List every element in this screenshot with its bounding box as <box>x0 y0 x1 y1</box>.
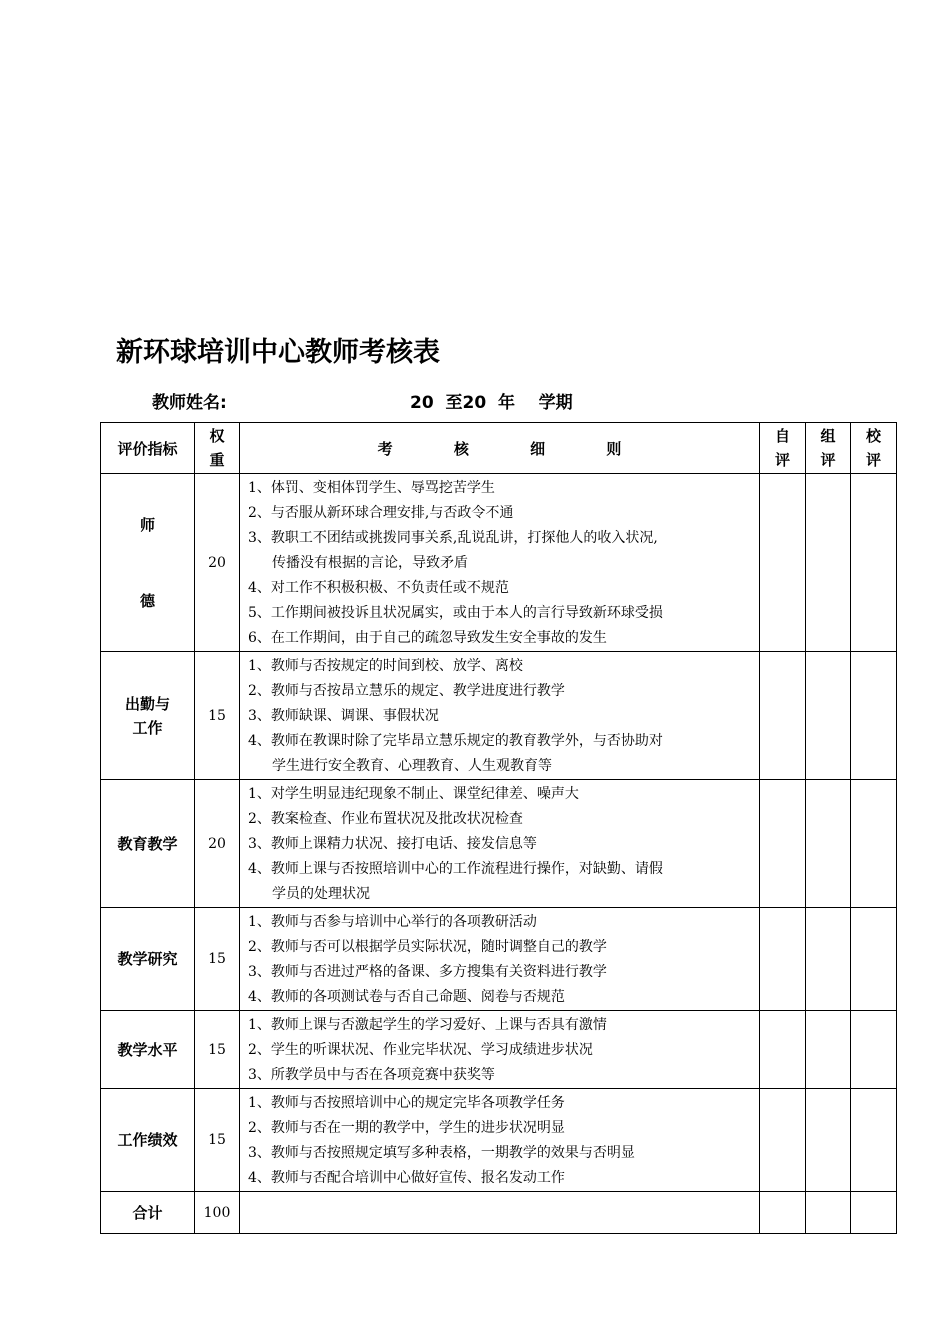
total-self-eval-cell[interactable] <box>760 1192 806 1234</box>
section-row-research <box>101 908 897 1011</box>
header-self-line: 评 <box>774 451 790 469</box>
rules-cell <box>240 1089 760 1192</box>
weight-cell: 20 <box>195 780 240 908</box>
header-row <box>101 423 897 474</box>
self-eval-cell[interactable] <box>760 474 806 652</box>
group-eval-cell[interactable] <box>806 1011 851 1089</box>
rule-item: 学生进行安全教育、心理教育、人生观教育等 <box>272 758 552 774</box>
header-weight-line: 权 <box>209 427 225 445</box>
header-self-eval <box>760 423 806 474</box>
section-row-teaching <box>101 780 897 908</box>
section-row-performance <box>101 1089 897 1192</box>
header-rules-char: 细 <box>530 439 546 458</box>
rule-item: 5、工作期间被投诉且状况属实，或由于本人的言行导致新环球受损 <box>248 605 663 621</box>
group-eval-cell[interactable] <box>806 908 851 1011</box>
rule-item: 2、教师与否可以根据学员实际状况，随时调整自己的教学 <box>248 939 607 955</box>
school-eval-cell[interactable] <box>851 1089 897 1192</box>
section-row-attendance <box>101 652 897 780</box>
self-eval-cell[interactable] <box>760 1089 806 1192</box>
category-cell <box>101 1011 195 1089</box>
category-cell <box>101 652 195 780</box>
self-eval-cell[interactable] <box>760 780 806 908</box>
total-rules-cell <box>240 1192 760 1234</box>
total-row <box>101 1192 897 1234</box>
header-weight-line: 重 <box>209 451 225 469</box>
rule-item: 2、教师与否在一期的教学中，学生的进步状况明显 <box>248 1120 565 1136</box>
school-eval-cell[interactable] <box>851 474 897 652</box>
category-cell <box>101 474 195 652</box>
header-group-line: 评 <box>820 451 836 469</box>
rule-item: 1、教师与否参与培训中心举行的各项教研活动 <box>248 914 537 930</box>
header-rules <box>240 423 760 474</box>
header-school-line: 校 <box>865 427 881 445</box>
category-cell <box>101 908 195 1011</box>
rule-item: 4、教师上课与否按照培训中心的工作流程进行操作，对缺勤、请假 <box>248 861 663 877</box>
category-line: 工作 <box>132 718 163 737</box>
header-rules-char: 核 <box>453 439 469 458</box>
total-school-eval-cell[interactable] <box>851 1192 897 1234</box>
rule-item: 3、教师与否按照规定填写多种表格，一期教学的效果与否明显 <box>248 1145 635 1161</box>
group-eval-cell[interactable] <box>806 652 851 780</box>
rules-cell <box>240 908 760 1011</box>
group-eval-cell[interactable] <box>806 474 851 652</box>
total-group-eval-cell[interactable] <box>806 1192 851 1234</box>
header-school-line: 评 <box>865 451 881 469</box>
rules-cell <box>240 780 760 908</box>
school-eval-cell[interactable] <box>851 652 897 780</box>
header-group-line: 组 <box>820 427 836 445</box>
rule-item: 3、教师缺课、调课、事假状况 <box>248 708 439 724</box>
self-eval-cell[interactable] <box>760 1011 806 1089</box>
teacher-name-label: 教师姓名: <box>152 393 227 413</box>
category-line: 师 <box>139 515 155 534</box>
rules-cell <box>240 652 760 780</box>
weight-cell: 15 <box>195 1011 240 1089</box>
rule-item: 2、学生的听课状况、作业完毕状况、学习成绩进步状况 <box>248 1042 593 1058</box>
category-line: 教学研究 <box>117 950 178 968</box>
rule-item: 4、对工作不积极积极、不负责任或不规范 <box>248 580 509 596</box>
rule-item: 4、教师在教课时除了完毕昂立慧乐规定的教育教学外，与否协助对 <box>248 733 663 749</box>
header-self-line: 自 <box>774 427 790 445</box>
rule-item: 1、教师上课与否激起学生的学习爱好、上课与否具有激情 <box>248 1017 607 1033</box>
section-row-level <box>101 1011 897 1089</box>
weight-cell: 20 <box>195 474 240 652</box>
term-text: 20 至20 年 学期 <box>410 393 573 413</box>
rule-item: 1、教师与否按照培训中心的规定完毕各项教学任务 <box>248 1095 565 1111</box>
page-title: 新环球培训中心教师考核表 <box>116 337 440 368</box>
header-group-eval <box>806 423 851 474</box>
header-weight <box>195 423 240 474</box>
category-cell <box>101 1089 195 1192</box>
rule-item: 3、教师上课精力状况、接打电话、接发信息等 <box>248 836 537 852</box>
section-row-ethics <box>101 474 897 652</box>
rule-item: 传播没有根据的言论，导致矛盾 <box>272 555 468 571</box>
evaluation-table <box>100 422 897 1234</box>
school-eval-cell[interactable] <box>851 908 897 1011</box>
group-eval-cell[interactable] <box>806 1089 851 1192</box>
rule-item: 2、教案检查、作业布置状况及批改状况检查 <box>248 811 523 827</box>
category-line: 教学水平 <box>117 1040 178 1059</box>
weight-cell: 15 <box>195 652 240 780</box>
rule-item: 3、教职工不团结或挑拨同事关系,乱说乱讲，打探他人的收入状况, <box>248 530 658 546</box>
header-rules-char: 考 <box>377 439 393 458</box>
school-eval-cell[interactable] <box>851 1011 897 1089</box>
self-eval-cell[interactable] <box>760 652 806 780</box>
category-line: 教育教学 <box>117 834 178 853</box>
rules-cell <box>240 1011 760 1089</box>
weight-cell: 15 <box>195 908 240 1011</box>
category-spacer <box>101 537 194 589</box>
rule-item: 3、教师与否进过严格的备课、多方搜集有关资料进行教学 <box>248 964 607 980</box>
rule-item: 学员的处理状况 <box>272 886 370 902</box>
school-eval-cell[interactable] <box>851 780 897 908</box>
rule-item: 6、在工作期间，由于自己的疏忽导致发生安全事故的发生 <box>248 630 607 646</box>
rule-item: 1、对学生明显违纪现象不制止、课堂纪律差、噪声大 <box>248 786 579 802</box>
rule-item: 2、教师与否按昂立慧乐的规定、教学进度进行教学 <box>248 683 565 699</box>
rule-item: 2、与否服从新环球合理安排,与否政令不通 <box>248 505 514 521</box>
header-school-eval <box>851 423 897 474</box>
group-eval-cell[interactable] <box>806 780 851 908</box>
rule-item: 3、所教学员中与否在各项竞赛中获奖等 <box>248 1067 495 1083</box>
category-line: 工作绩效 <box>117 1131 178 1149</box>
self-eval-cell[interactable] <box>760 908 806 1011</box>
total-label: 合计 <box>101 1192 195 1234</box>
weight-cell: 15 <box>195 1089 240 1192</box>
category-cell <box>101 780 195 908</box>
header-rules-char: 则 <box>606 439 622 458</box>
rule-item: 4、教师的各项测试卷与否自己命题、阅卷与否规范 <box>248 989 565 1005</box>
header-indicator: 评价指标 <box>101 423 195 474</box>
rules-cell <box>240 474 760 652</box>
category-line: 出勤与 <box>124 694 170 713</box>
rule-item: 1、教师与否按规定的时间到校、放学、离校 <box>248 658 523 674</box>
rule-item: 4、教师与否配合培训中心做好宣传、报名发动工作 <box>248 1170 565 1186</box>
total-weight: 100 <box>195 1192 240 1234</box>
rule-item: 1、体罚、变相体罚学生、辱骂挖苦学生 <box>248 480 495 496</box>
category-line: 德 <box>139 591 155 610</box>
